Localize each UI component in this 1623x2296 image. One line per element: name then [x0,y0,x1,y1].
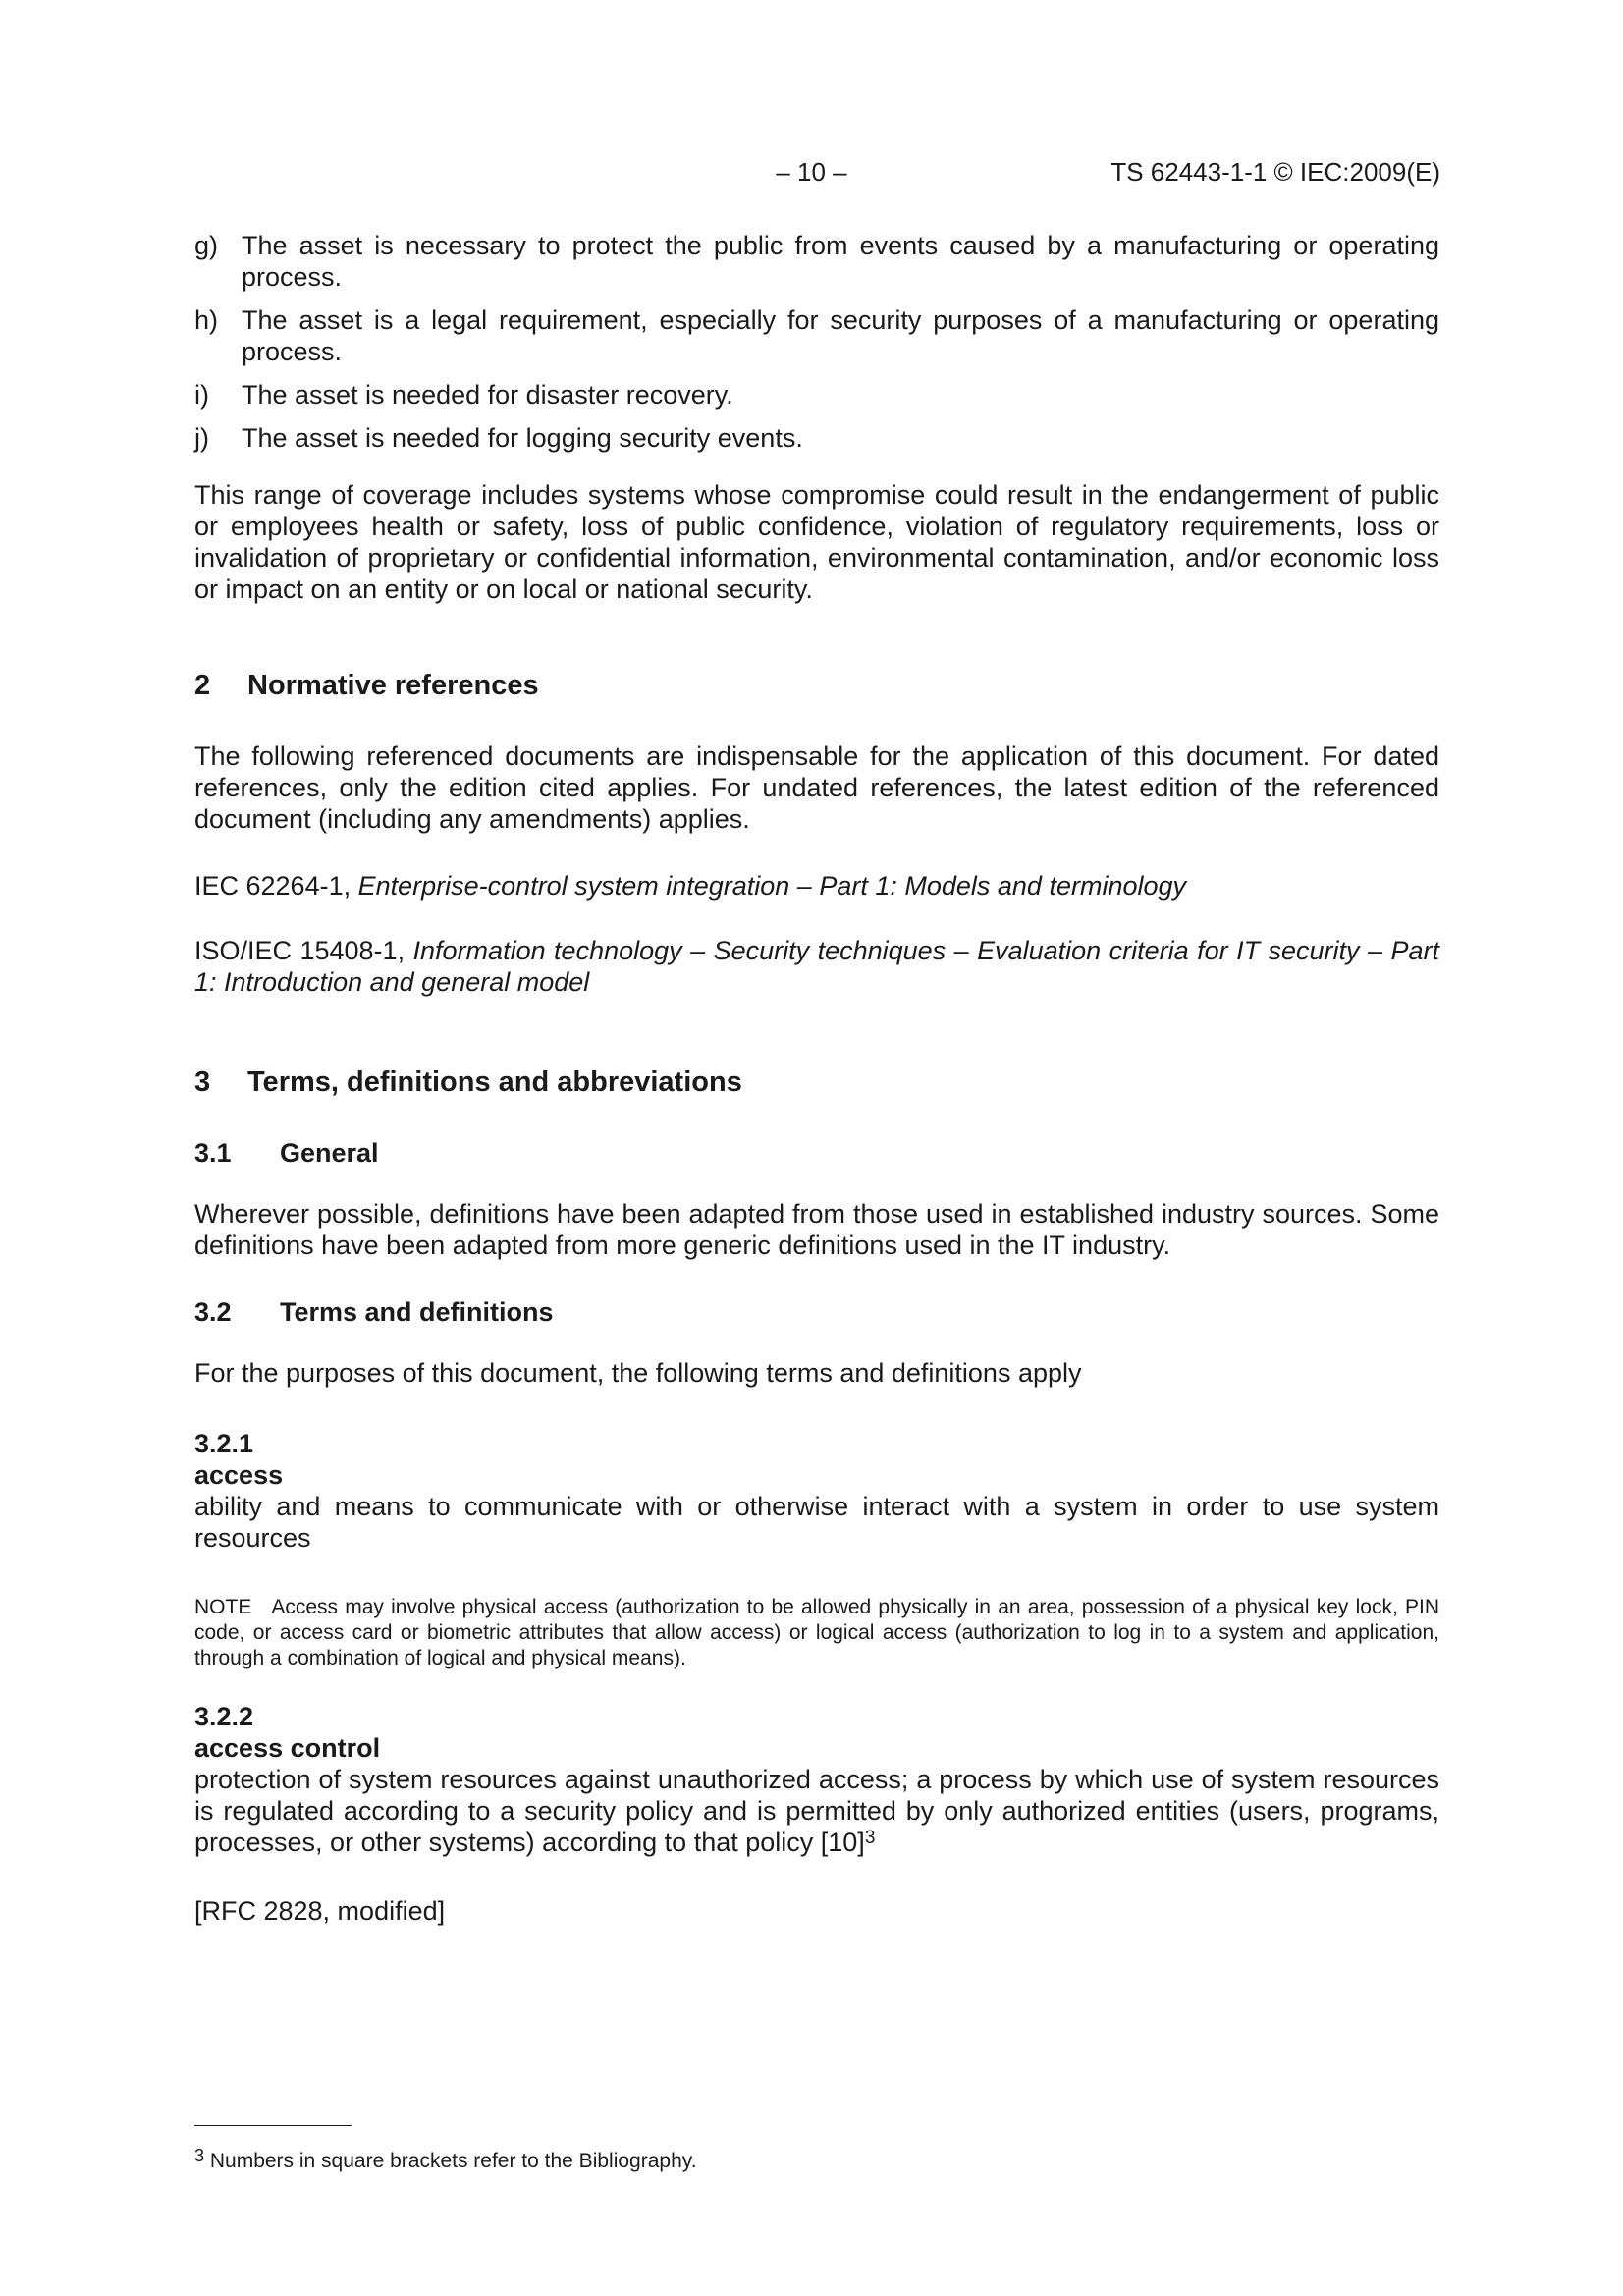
list-item-text: The asset is needed for logging security events. [242,423,803,453]
reference-title: Enterprise-control system integration – Part 1: Models and terminology [357,871,1187,901]
page-number: – 10 – [776,157,847,187]
section-number: 3 [194,1066,211,1098]
terms-intro: For the purposes of this document, the following terms and definitions apply [194,1358,1082,1388]
footnote-text: Numbers in square brackets refer to the Bibliography. [204,2150,697,2172]
list-marker: g) [194,231,219,260]
list-marker: i) [194,380,209,410]
term-number: 3.2.2 [194,1702,254,1731]
reference-id: IEC 62264-1, [194,871,358,901]
section-2-heading [194,670,1439,701]
definition-text: protection of system resources against unauthorized access; a process by which use of system resources is regulated according to a security policy and is permitted by only authorized entities (users, programs, processes, or other systems) according to that policy [10] [194,1765,1439,1857]
list-item [194,379,1439,410]
general-paragraph: Wherever possible, definitions have been adapted from those used in established industry sources. Some definitions have been adapted from more generic definitions used in the IT industry. [194,1199,1439,1260]
list-item-text: The asset is needed for disaster recovery. [242,380,733,410]
coverage-paragraph: This range of coverage includes systems whose compromise could result in the endangerment of public or employees health or safety, loss of public confidence, violation of regulatory requirements, loss or invalidation of proprietary or confidential information, environmental contamination, and/or economic loss or impact on an entity or on local or national security. [194,480,1439,604]
list-item-text: The asset is a legal requirement, especially for security purposes of a manufacturing or operating process. [242,305,1439,366]
list-item [194,230,1439,293]
footnote-mark: 3 [194,2146,205,2165]
term-source: [RFC 2828, modified] [194,1896,446,1926]
term-entry [194,1701,1439,1927]
note-text: Access may involve physical access (authorization to be allowed physically in an area, possession of a physical key lock, PIN code, or access card or biometric attributes that allow access) or logical access (authorization to log in to a system and application, through a combination of logical and physical means). [194,1596,1439,1669]
document-identifier: TS 62443-1-1 © IEC:2009(E) [1110,157,1440,187]
subsection-number: 3.2 [194,1297,232,1327]
section-title: Terms, definitions and abbreviations [247,1066,742,1098]
asset-criteria-list [194,230,1439,454]
term-name: access control [194,1733,381,1763]
note-label: NOTE [194,1596,252,1618]
footnote-separator [194,2125,352,2126]
list-item-text: The asset is necessary to protect the public from events caused by a manufacturing or operating process. [242,231,1439,292]
footnote-reference[interactable]: 3 [864,1828,876,1848]
term-definition [194,1764,1439,1858]
section-3-heading [194,1066,1439,1098]
term-note [194,1595,1439,1671]
reference-entry [194,870,1439,902]
list-marker: j) [194,423,209,453]
normative-references-intro: The following referenced documents are indispensable for the application of this document. For dated references, only the edition cited applies. For undated references, the latest edition of the referenced document (including any amendments) applies. [194,741,1439,834]
document-body [194,230,1439,1927]
term-entry [194,1428,1439,1671]
list-item [194,422,1439,454]
list-item [194,304,1439,367]
subsection-number: 3.1 [194,1138,232,1168]
term-number: 3.2.1 [194,1429,254,1458]
term-name: access [194,1460,284,1490]
list-marker: h) [194,305,219,335]
subsection-title: Terms and definitions [280,1297,554,1327]
footnote [194,2146,1439,2174]
subsection-3-1-heading [194,1137,1439,1169]
term-definition: ability and means to communicate with or otherwise interact with a system in order to use system resources [194,1492,1439,1553]
section-number: 2 [194,670,211,701]
subsection-3-2-heading [194,1296,1439,1328]
reference-entry [194,935,1439,998]
reference-title: Information technology – Security techniques – Evaluation criteria for IT security – Part 1: Introduction and general model [194,936,1439,997]
subsection-title: General [280,1138,379,1168]
section-title: Normative references [247,670,539,701]
reference-id: ISO/IEC 15408-1, [194,936,413,965]
